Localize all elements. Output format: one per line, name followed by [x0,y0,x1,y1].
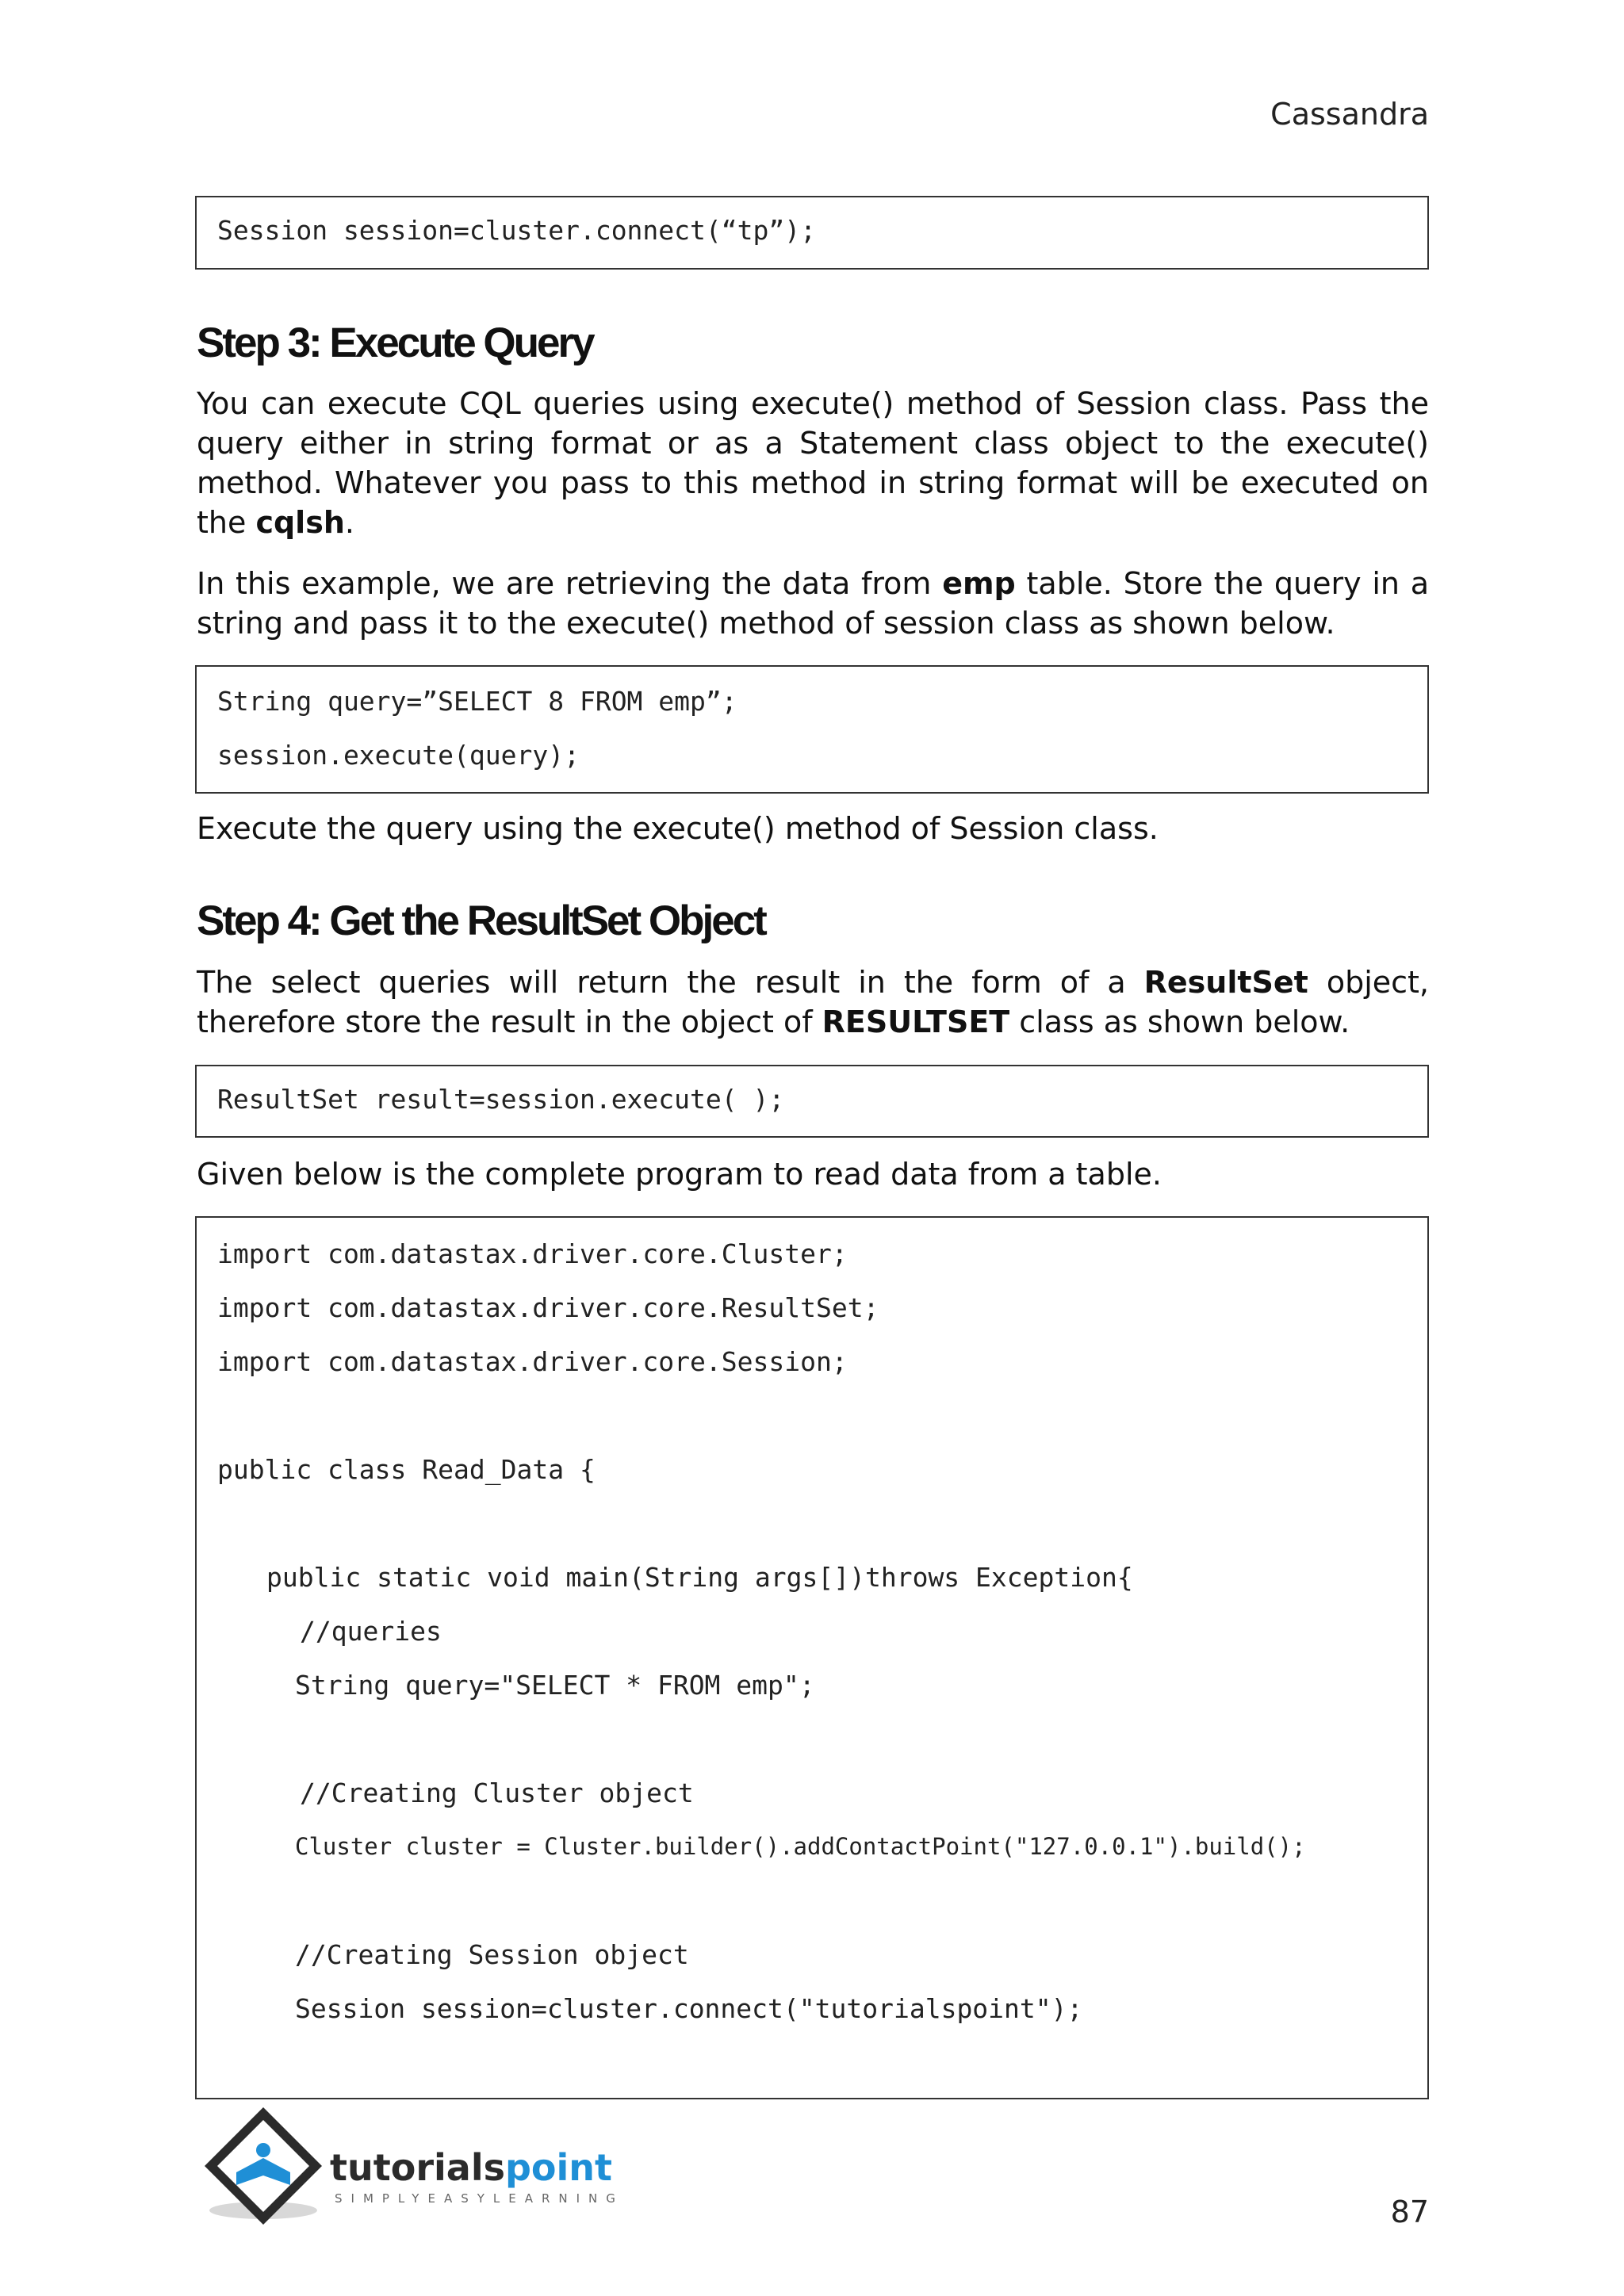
text-span: table. Store the query in a string and pass it to the execute() method of session class as shown below. [197,566,1430,641]
code-line: Cluster cluster = Cluster.builder().addContactPoint("127.0.0.1").build(); [295,1833,1306,1860]
paragraph-program-intro: Given below is the complete program to read data from a table. [197,1157,1162,1192]
tutorialspoint-logo [195,2103,639,2237]
code-line: import com.datastax.driver.core.Session; [217,1346,848,1377]
section-heading-step4: Step 4: Get the ResultSet Object [197,897,765,944]
logo-wordmark [330,2146,612,2189]
code-line: session.execute(query); [217,740,580,771]
code-line: import com.datastax.driver.core.ResultSet; [217,1292,879,1323]
bold-term-resultset: ResultSet [1143,965,1308,1000]
page-number: 87 [1390,2195,1429,2229]
code-line: Session session=cluster.connect("tutorialspoint"); [295,1993,1083,2024]
header-title: Cassandra [1270,97,1429,132]
bold-term-emp: emp [942,566,1016,601]
text-span: object, therefore store the result in the object of [197,965,1430,1039]
paragraph-step3-2 [197,564,1429,643]
text-span: class as shown below. [1009,1004,1350,1039]
code-block-resultset [195,1065,1429,1138]
code-line: //Creating Cluster object [300,1777,694,1808]
code-line: ResultSet result=session.execute( ); [217,1084,785,1115]
code-line: String query="SELECT * FROM emp"; [295,1670,815,1701]
code-line: public static void main(String args[])throws Exception{ [266,1562,1133,1593]
code-line: public class Read_Data { [217,1454,596,1485]
code-block-session [195,196,1429,270]
code-line: Session session=cluster.connect(“tp”); [217,215,816,246]
code-block-program [195,1216,1429,2099]
paragraph-step3-1 [197,384,1429,542]
paragraph-after-query: Execute the query using the execute() method of Session class. [197,811,1159,846]
text-span: . [344,505,354,540]
reader-head-icon [256,2143,270,2157]
bold-term-resultset-class: RESULTSET [822,1004,1010,1039]
code-line: //queries [300,1616,442,1647]
paragraph-step4 [197,962,1429,1042]
code-line: //Creating Session object [295,1939,689,1970]
code-line: String query=”SELECT 8 FROM emp”; [217,686,737,717]
text-span: You can execute CQL queries using execute() method of Session class. Pass the query either in string format or as a Statement class object to the execute() method. Whatever you pass to this method in string format will be executed on the [197,386,1429,540]
text-span: The select queries will return the result in the form of a [197,965,1144,1000]
logo-word-point: point [504,2146,613,2189]
logo-word-tutorials: tutorials [330,2146,505,2189]
bold-term-cqlsh: cqlsh [255,505,345,540]
code-line: import com.datastax.driver.core.Cluster; [217,1238,848,1269]
section-heading-step3: Step 3: Execute Query [197,320,593,366]
text-span: In this example, we are retrieving the data from [197,566,943,601]
logo-tagline: SIMPLYEASYLEARNING [335,2191,624,2206]
code-block-query [195,665,1429,794]
